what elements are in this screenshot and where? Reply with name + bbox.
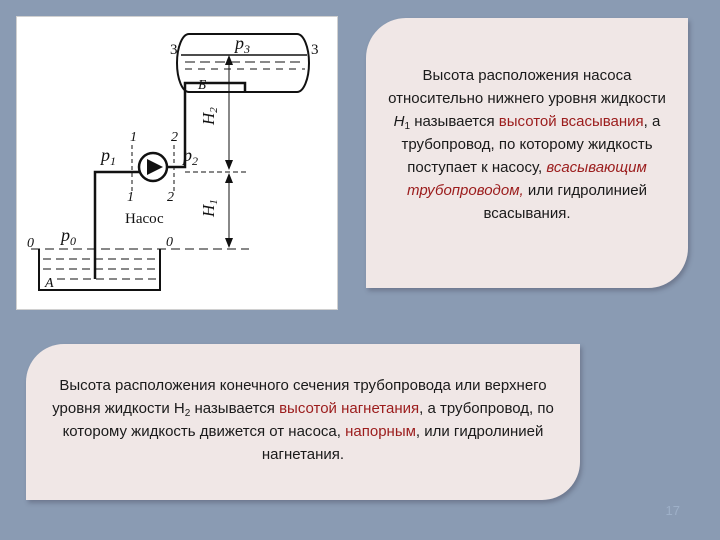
p1-label: $p_1$ xyxy=(101,145,116,168)
section-3-right-label: 3 xyxy=(311,42,319,58)
suction-height-term: высотой всасывания xyxy=(498,113,644,130)
discharge-height-text: Высота расположения конечного сечения трубопровода или верхнего уровня жидкости $Н_2$ называется высотой нагнетания, а трубопровод, по которому жидкость движется от насоса, напорным, или гидролинией нагнетания. xyxy=(52,377,554,463)
page-number: 17 xyxy=(665,503,680,518)
suction-height-card xyxy=(366,18,688,288)
section-2-top-label: 2 xyxy=(171,130,178,145)
section-0-left-label: 0 xyxy=(27,236,34,251)
pump-diagram xyxy=(16,16,338,310)
pump-label: Насос xyxy=(125,211,164,227)
h2-arrow-top xyxy=(225,55,233,65)
section-1-top-label: 1 xyxy=(130,130,137,145)
discharge-height-term: высотой нагнетания xyxy=(279,400,420,417)
suction-pipeline-term: всасывающим трубопроводом, xyxy=(407,159,647,199)
suction-height-text: Высота расположения насоса относительно нижнего уровня жидкости $H_1$ называется высотой всасывания, а трубопровод, по которому жидкость поступает к насосу, всасывающим трубопроводом, или гидролинией всасывания. xyxy=(388,67,666,222)
p0-label: $p_0$ xyxy=(61,225,76,248)
section-2-bottom-label: 2 xyxy=(167,190,174,205)
h1-arrow-top xyxy=(225,173,233,183)
discharge-height-card xyxy=(26,344,580,500)
level-b-label: Б xyxy=(198,78,207,93)
h2-arrow-bottom xyxy=(225,160,233,170)
section-1-bottom-label: 1 xyxy=(127,190,134,205)
level-a-label: А xyxy=(45,276,54,291)
section-3-left-label: 3 xyxy=(170,42,178,58)
pressure-pipeline-term: напорным xyxy=(345,423,416,440)
pump-schematic xyxy=(17,17,339,311)
p3-label: $p_3$ xyxy=(235,33,250,56)
section-0-right-label: 0 xyxy=(166,235,173,250)
h1-arrow-bottom xyxy=(225,238,233,248)
p2-label: $p_2$ xyxy=(183,145,198,168)
h1-label: H1 xyxy=(199,199,220,217)
h2-label: H2 xyxy=(199,107,220,125)
